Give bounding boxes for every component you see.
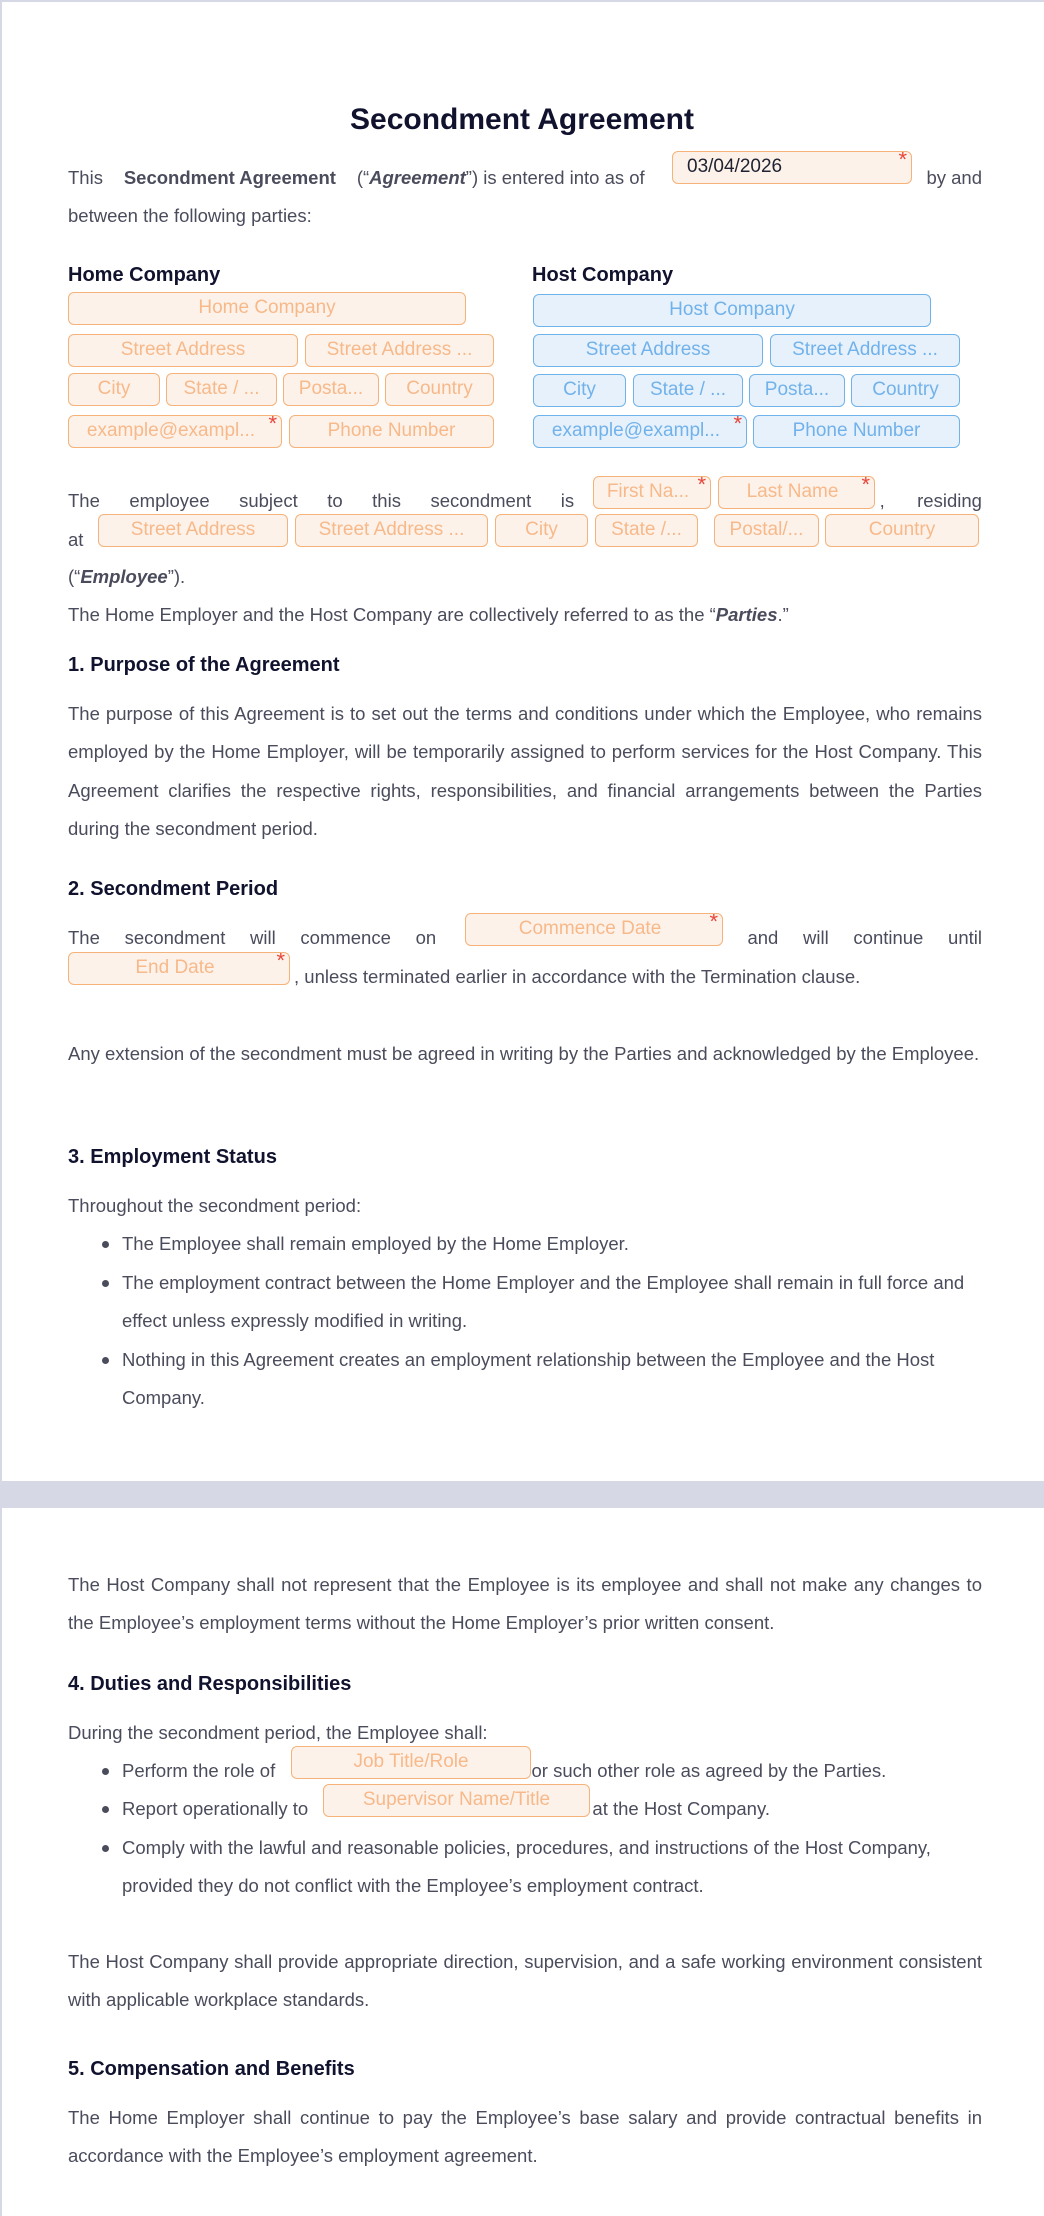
section-1-heading: 1. Purpose of the Agreement — [68, 654, 340, 676]
list-item — [68, 1341, 980, 1418]
host-street-field[interactable]: Street Address — [533, 334, 763, 367]
employee-word: subject — [239, 490, 298, 511]
commence-date-placeholder: Commence Date — [518, 918, 662, 939]
employee-country-field[interactable]: Country — [825, 514, 979, 547]
section-2-heading: 2. Secondment Period — [68, 878, 279, 900]
commence-word: on — [415, 927, 437, 948]
employee-alias-close: ”). — [167, 566, 186, 587]
employee-residing: residing — [917, 490, 982, 511]
home-phone-field[interactable]: Phone Number — [289, 415, 494, 448]
intro-open-quote: (“ — [356, 167, 370, 188]
employee-street2-field[interactable]: Street Address ... — [295, 514, 488, 547]
host-city-field[interactable]: City — [533, 374, 626, 407]
employee-first-name-field[interactable] — [593, 476, 711, 509]
required-star-icon: * — [697, 476, 706, 497]
end-date-text: , unless terminated earlier in accordance with the Termination clause. — [294, 966, 861, 987]
section-1-body: The purpose of this Agreement is to set out the terms and conditions under which the Employee, who remains employed by the Home Employer, will be temporarily assigned to perform services for the Host Company. This Agreement clarifies the respective rights, responsibilities, and financial arrangements between the Parties during the secondment period. — [68, 703, 982, 840]
host-company-heading: Host Company — [532, 264, 674, 286]
commence-word: will — [250, 927, 276, 948]
home-email-field[interactable] — [68, 415, 282, 448]
supervisor-field[interactable]: Supervisor Name/Title — [323, 1784, 590, 1817]
commence-word: and — [747, 927, 779, 948]
list-item-text: The employment contract between the Home Employer and the Employee shall remain in full force and effect unless expressly modified in writing. — [122, 1272, 965, 1332]
required-star-icon: * — [861, 476, 870, 497]
host-country-field[interactable]: Country — [851, 374, 960, 407]
required-star-icon: * — [709, 913, 718, 934]
intro-alias: Agreement — [369, 167, 466, 188]
commence-date-field[interactable] — [465, 913, 723, 946]
intro-by-and: by and — [926, 167, 982, 188]
host-street2-field[interactable]: Street Address ... — [770, 334, 960, 367]
list-item — [68, 1264, 980, 1341]
intro-alias-group — [357, 159, 645, 197]
intro-name — [124, 159, 336, 197]
end-date-field[interactable] — [68, 952, 290, 985]
host-clause: The Host Company shall not represent that the Employee is its employee and shall not make any changes to the Employee’s employment terms without the Home Employer’s prior written consent. — [68, 1574, 982, 1634]
home-company-name-field[interactable]: Home Company — [68, 292, 466, 325]
required-star-icon: * — [898, 151, 907, 172]
required-star-icon: * — [268, 415, 277, 436]
intro-line-2: between the following parties: — [68, 205, 312, 226]
list-item — [68, 1829, 980, 1906]
list-item-text: The Employee shall remain employed by the Home Employer. — [122, 1233, 629, 1254]
parties-alias: Parties — [715, 604, 778, 625]
host-company-name-field[interactable]: Host Company — [533, 294, 931, 327]
role-pre-text: Perform the role of — [122, 1760, 276, 1781]
list-item-text: Comply with the lawful and reasonable policies, procedures, and instructions of the Host Company, provided they do not conflict with the Employee’s employment contract. — [122, 1837, 931, 1897]
section-4-lead: During the secondment period, the Employee shall: — [68, 1722, 488, 1743]
employee-word: this — [372, 490, 401, 511]
agreement-date-field[interactable] — [672, 151, 912, 184]
section-5-body: The Home Employer shall continue to pay the Employee’s base salary and provide contractual benefits in accordance with the Employee’s employment agreement. — [68, 2107, 982, 2167]
host-email-placeholder: example@exampl... — [551, 420, 721, 441]
employee-word: employee — [129, 490, 210, 511]
document-title: Secondment Agreement — [350, 103, 694, 136]
commence-word: will — [803, 927, 829, 948]
parties-line — [68, 596, 789, 634]
host-email-field[interactable] — [533, 415, 747, 448]
employee-alias-open: (“ — [68, 566, 81, 587]
employee-first-placeholder: First Na... — [606, 481, 690, 502]
employee-word: to — [327, 490, 343, 511]
employee-postal-field[interactable]: Postal/... — [714, 514, 819, 547]
intro-rest: ”) is entered into as of — [465, 167, 645, 188]
job-title-field[interactable]: Job Title/Role — [291, 1746, 531, 1779]
host-postal-field[interactable]: Posta... — [749, 374, 845, 407]
section-4-heading: 4. Duties and Responsibilities — [68, 1673, 352, 1695]
employee-street-field[interactable]: Street Address — [98, 514, 288, 547]
commence-word: secondment — [124, 927, 226, 948]
parties-text: The Home Employer and the Host Company are collectively referred to as the “ — [68, 604, 716, 625]
section-5-heading: 5. Compensation and Benefits — [68, 2058, 355, 2080]
home-street2-field[interactable]: Street Address ... — [305, 334, 494, 367]
employee-last-placeholder: Last Name — [746, 481, 839, 502]
commence-word: continue — [853, 927, 924, 948]
list-item-text: Nothing in this Agreement creates an employment relationship between the Employee and the Host Company. — [122, 1349, 935, 1409]
employee-last-name-field[interactable] — [718, 476, 875, 509]
employee-alias: Employee — [80, 566, 168, 587]
commence-word: The — [68, 927, 100, 948]
employee-word: The — [68, 490, 100, 511]
end-date-placeholder: End Date — [135, 957, 215, 978]
agreement-date-value: 03/04/2026 — [687, 156, 783, 177]
home-country-field[interactable]: Country — [385, 373, 494, 406]
list-item — [68, 1225, 980, 1263]
parties-end: .” — [777, 604, 789, 625]
employee-word: secondment — [430, 490, 532, 511]
employee-state-field[interactable]: State /... — [595, 514, 698, 547]
commence-word: until — [948, 927, 982, 948]
employee-alias-line — [68, 558, 185, 596]
home-state-field[interactable]: State / ... — [166, 373, 277, 406]
employee-word: is — [560, 490, 575, 511]
host-phone-field[interactable]: Phone Number — [753, 415, 960, 448]
role-post-text: or such other role as agreed by the Parties. — [531, 1760, 887, 1781]
employee-comma: , — [879, 490, 885, 511]
home-postal-field[interactable]: Posta... — [283, 373, 379, 406]
host-duty-text: The Host Company shall provide appropriate direction, supervision, and a safe working environment consistent with applicable workplace standards. — [68, 1951, 982, 2011]
intro-this: This — [68, 167, 103, 188]
home-street-field[interactable]: Street Address — [68, 334, 298, 367]
home-email-placeholder: example@exampl... — [86, 420, 256, 441]
required-star-icon: * — [733, 415, 742, 436]
host-state-field[interactable]: State / ... — [633, 374, 743, 407]
employee-city-field[interactable]: City — [495, 514, 588, 547]
supervisor-pre-text: Report operationally to — [122, 1798, 309, 1819]
section-3-heading: 3. Employment Status — [68, 1146, 277, 1168]
required-star-icon: * — [276, 952, 285, 973]
commence-word: commence — [300, 927, 391, 948]
section-3-lead: Throughout the secondment period: — [68, 1195, 362, 1216]
home-company-heading: Home Company — [68, 264, 221, 286]
home-city-field[interactable]: City — [68, 373, 160, 406]
extension-text: Any extension of the secondment must be agreed in writing by the Parties and acknowledged by the Employee. — [68, 1043, 980, 1064]
intro-bold-name: Secondment Agreement — [123, 167, 336, 188]
supervisor-post-text: at the Host Company. — [592, 1798, 770, 1819]
employee-at: at — [68, 529, 84, 550]
